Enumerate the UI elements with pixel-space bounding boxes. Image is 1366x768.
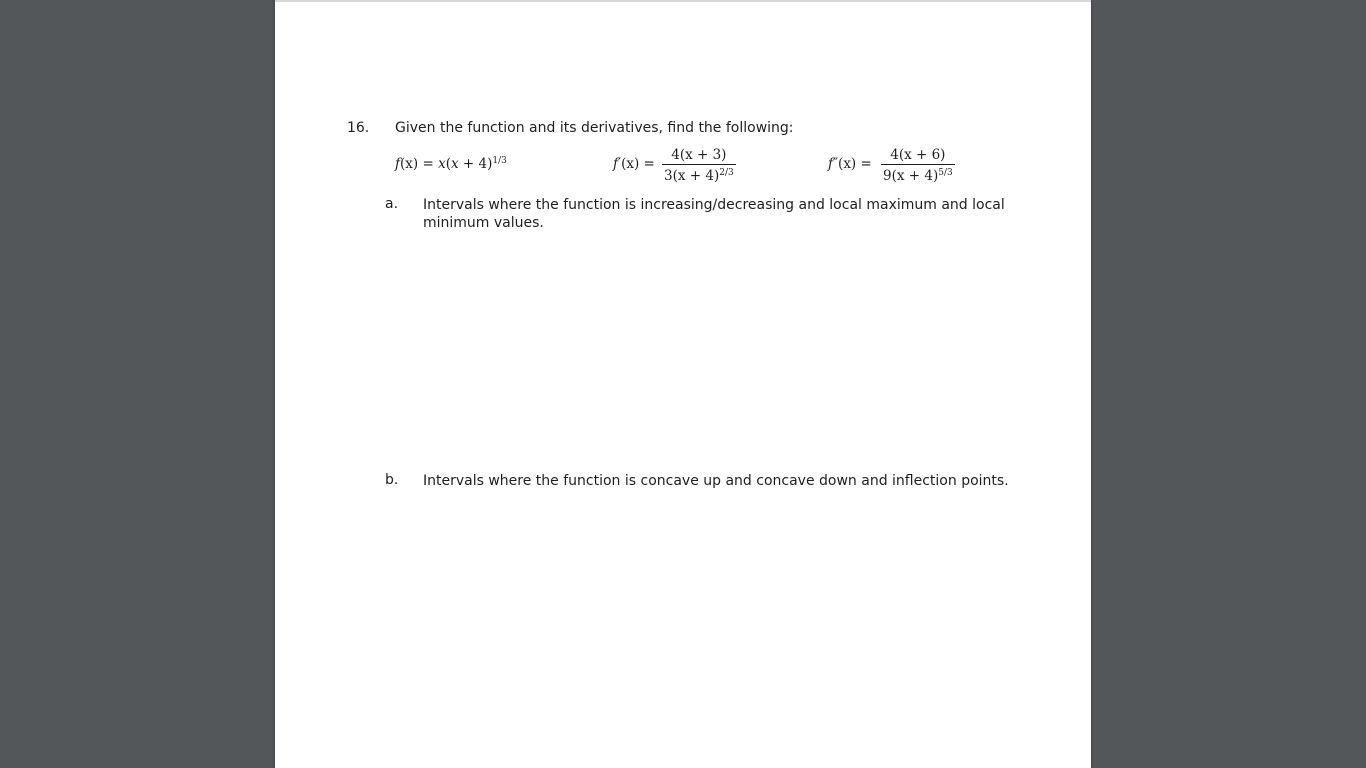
part-b-text: Intervals where the function is concave up and concave down and inflection points. xyxy=(423,473,1009,489)
problem-number: 16. xyxy=(347,120,370,136)
fprime-denominator xyxy=(662,165,736,185)
f-rhs-x2: x xyxy=(450,156,459,172)
f-rhs-x: x xyxy=(438,156,446,172)
fdoubleprime-equals: = xyxy=(856,156,872,172)
fdoubleprime-denominator-base: 9(x + 4) xyxy=(883,168,939,184)
second-derivative-lhs xyxy=(828,156,872,172)
fprime-mark: ′ xyxy=(618,156,622,172)
fprime-symbol: f xyxy=(613,156,618,172)
fdoubleprime-denominator xyxy=(881,165,955,185)
first-derivative-lhs xyxy=(613,156,655,172)
part-b-label: b. xyxy=(385,472,399,488)
fprime-denominator-exponent: 2/3 xyxy=(719,168,734,178)
second-derivative-fraction xyxy=(881,147,955,185)
fprime-denominator-base: 3(x + 4) xyxy=(664,168,720,184)
fdoubleprime-mark: ″ xyxy=(833,156,839,172)
fdoubleprime-denominator-exponent: 5/3 xyxy=(938,168,953,178)
f-argument: (x) xyxy=(400,156,419,172)
fprime-equals: = xyxy=(639,156,655,172)
first-derivative-fraction xyxy=(662,147,736,185)
document-page xyxy=(275,0,1091,768)
f-rhs-paren: ( xyxy=(445,156,451,172)
f-exponent: 1/3 xyxy=(492,156,507,166)
f-symbol: f xyxy=(395,156,400,172)
f-rhs-rest: + 4) xyxy=(458,156,493,172)
f-equals: = xyxy=(418,156,439,172)
fdoubleprime-numerator: 4(x + 6) xyxy=(890,147,946,163)
fdoubleprime-symbol: f xyxy=(828,156,833,172)
problem-intro: Given the function and its derivatives, find the following: xyxy=(395,120,794,136)
function-formula xyxy=(395,156,507,172)
part-a-label: a. xyxy=(385,196,399,212)
fprime-numerator: 4(x + 3) xyxy=(671,147,727,163)
fdoubleprime-argument: (x) xyxy=(838,156,857,172)
part-a-text: Intervals where the function is increasing/decreasing and local maximum and local minimum values. xyxy=(423,197,1005,231)
fprime-argument: (x) xyxy=(621,156,640,172)
